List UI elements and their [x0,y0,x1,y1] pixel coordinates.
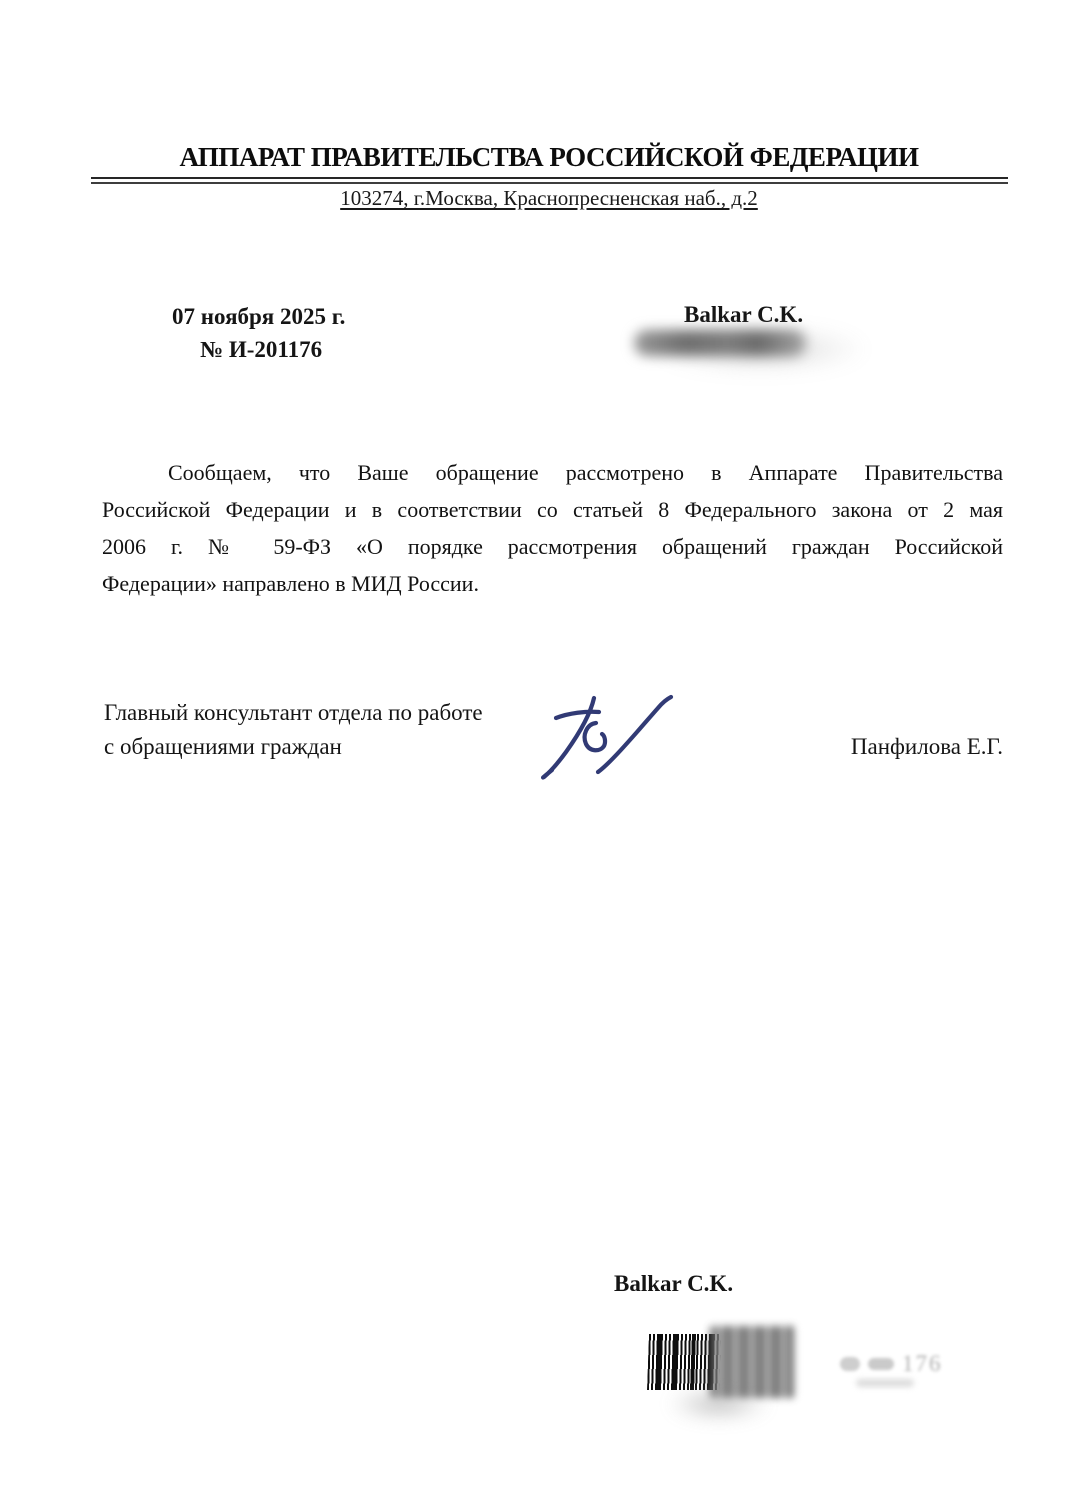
letter-date: 07 ноября 2025 г. [172,304,346,329]
signer-position-line2: с обращениями граждан [104,734,342,759]
org-address: 103274, г.Москва, Краснопресненская наб., д.2 [340,186,758,210]
signer-name: Панфилова Е.Г. [850,734,1003,759]
body-line: Российской Федерации и в соответствии со статьей 8 Федерального закона от 2 мая [102,497,1003,522]
footer-addressee-name: Balkar C.K. [614,1271,734,1296]
ghost-stamp-digits: 176 [902,1351,943,1376]
ghost-stamp-number [840,1348,943,1380]
recipient-name: Balkar C.K. [684,302,804,327]
body-line: Сообщаем, что Ваше обращение рассмотрено в Аппарате Правительства [168,460,1003,485]
letter-number: № И-201176 [200,337,323,362]
ghost-stamp-strip [856,1379,914,1387]
org-title: АППАРАТ ПРАВИТЕЛЬСТВА РОССИЙСКОЙ ФЕДЕРАЦИИ [179,142,919,172]
barcode-smudge [655,1385,783,1423]
body-paragraph [102,454,1003,602]
redacted-email-blur [634,330,806,356]
signer-position-line1: Главный консультант отдела по работе [104,700,483,725]
handwritten-signature [536,682,684,782]
letterhead-divider [91,177,1008,184]
body-line: Федерации» направлено в МИД России. [102,571,479,596]
ghost-stamp-blob [868,1358,894,1370]
ghost-stamp-blob [840,1357,860,1371]
body-line: 2006 г. № 59-ФЗ «О порядке рассмотрения обращений граждан Российской [102,534,1003,559]
